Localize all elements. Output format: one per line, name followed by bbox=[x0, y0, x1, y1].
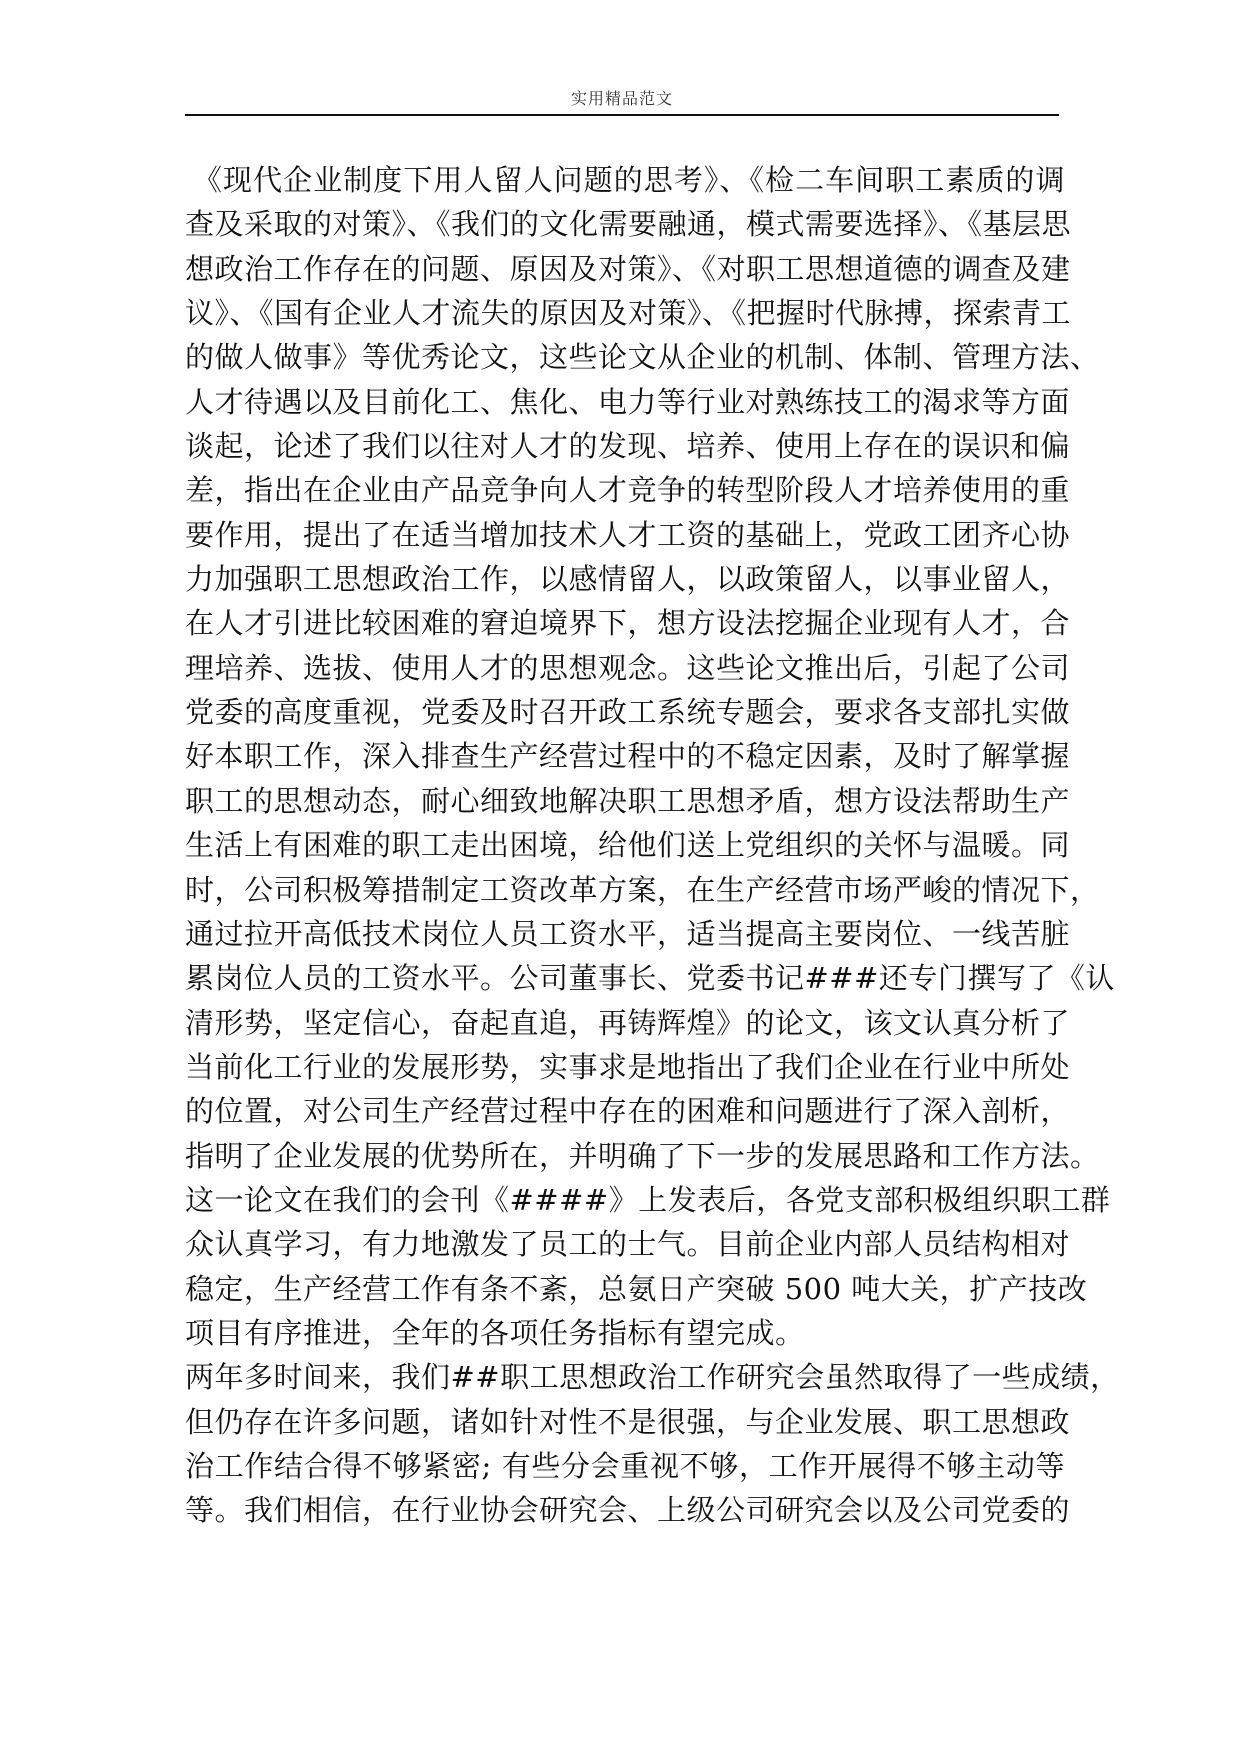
text-line: 众认真学习，有力地激发了员工的士气。目前企业内部人员结构相对 bbox=[185, 1227, 1071, 1262]
text-line: 指明了企业发展的优势所在，并明确了下一步的发展思路和工作方法。 bbox=[185, 1138, 1100, 1173]
text-line: 党委的高度重视，党委及时召开政工系统专题会，要求各支部扎实做 bbox=[185, 695, 1071, 730]
text-line: 在人才引进比较困难的窘迫境界下，想方设法挖掘企业现有人才，合 bbox=[185, 606, 1071, 641]
text-line: 稳定，生产经营工作有条不紊，总氨日产突破 500 吨大关，扩产技改 bbox=[185, 1271, 1088, 1306]
text-line: 这一论文在我们的会刊《####》上发表后，各党支部积极组织职工群 bbox=[185, 1182, 1111, 1217]
text-line: 通过拉开高低技术岗位人员工资水平，适当提高主要岗位、一线苦脏 bbox=[185, 916, 1071, 951]
text-line: 累岗位人员的工资水平。公司董事长、党委书记###还专门撰写了《认 bbox=[185, 961, 1115, 996]
text-line: 查及采取的对策》、《我们的文化需要融通，模式需要选择》、《基层思 bbox=[185, 207, 1072, 242]
header-rule bbox=[185, 114, 1059, 116]
text-line: 生活上有困难的职工走出困境，给他们送上党组织的关怀与温暖。同 bbox=[185, 828, 1071, 863]
text-line: 当前化工行业的发展形势，实事求是地指出了我们企业在行业中所处 bbox=[185, 1049, 1071, 1084]
text-line: 想政治工作存在的问题、原因及对策》、《对职工思想道德的调查及建 bbox=[185, 251, 1071, 286]
text-line: 但仍存在许多问题，诸如针对性不是很强，与企业发展、职工思想政 bbox=[185, 1404, 1071, 1439]
text-line: 治工作结合得不够紧密; 有些分会重视不够，工作开展得不够主动等 bbox=[185, 1448, 1065, 1483]
text-line: 理培养、选拔、使用人才的思想观念。这些论文推出后，引起了公司 bbox=[185, 650, 1071, 685]
text-line: 等。我们相信，在行业协会研究会、上级公司研究会以及公司党委的 bbox=[185, 1493, 1071, 1528]
text-line: 职工的思想动态，耐心细致地解决职工思想矛盾，想方设法帮助生产 bbox=[185, 783, 1071, 818]
text-line: 项目有序推进，全年的各项任务指标有望完成。 bbox=[185, 1315, 805, 1350]
text-line: 好本职工作，深入排查生产经营过程中的不稳定因素，及时了解掌握 bbox=[185, 739, 1071, 774]
text-line: 《现代企业制度下用人留人问题的思考》、《检二车间职工素质的调 bbox=[193, 163, 1065, 197]
text-line: 议》、《国有企业人才流失的原因及对策》、《把握时代脉搏，探索青工 bbox=[185, 296, 1072, 331]
text-line: 清形势，坚定信心，奋起直追，再铸辉煌》的论文，该文认真分析了 bbox=[185, 1005, 1071, 1040]
text-line: 的位置，对公司生产经营过程中存在的困难和问题进行了深入剖析， bbox=[185, 1094, 1071, 1129]
document-body bbox=[185, 158, 1120, 1533]
text-line: 两年多时间来，我们##职工思想政治工作研究会虽然取得了一些成绩， bbox=[185, 1360, 1120, 1395]
text-line: 人才待遇以及目前化工、焦化、电力等行业对熟练技工的渴求等方面 bbox=[185, 384, 1071, 419]
text-line: 时，公司积极筹措制定工资改革方案，在生产经营市场严峻的情况下， bbox=[185, 872, 1100, 907]
text-line: 的做人做事》等优秀论文，这些论文从企业的机制、体制、管理方法、 bbox=[185, 340, 1100, 375]
text-line: 力加强职工思想政治工作，以感情留人，以政策留人，以事业留人， bbox=[185, 562, 1071, 597]
text-line: 差，指出在企业由产品竞争向人才竞争的转型阶段人才培养使用的重 bbox=[185, 473, 1071, 508]
text-line: 要作用，提出了在适当增加技术人才工资的基础上，党政工团齐心协 bbox=[185, 517, 1071, 552]
page-header: 实用精品范文 bbox=[570, 89, 673, 108]
text-line: 谈起，论述了我们以往对人才的发现、培养、使用上存在的误识和偏 bbox=[185, 429, 1071, 464]
